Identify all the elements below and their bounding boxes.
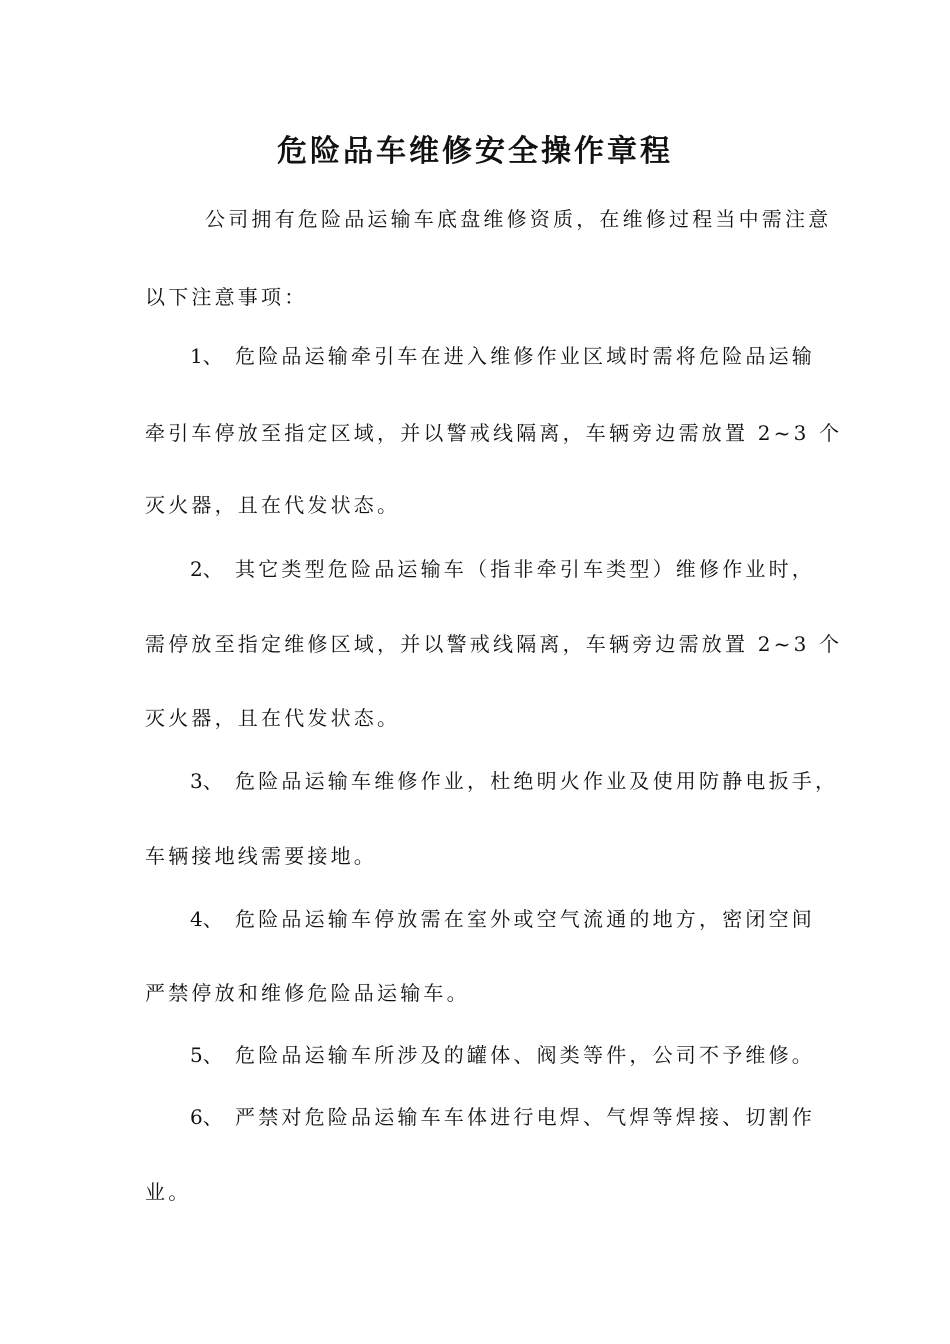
intro-line-1: 公司拥有危险品运输车底盘维修资质，在维修过程当中需注意 <box>205 207 832 231</box>
item-1-text-1: 危险品运输牵引车在进入维修作业区域时需将危险品运输 <box>235 344 815 368</box>
item-5-number: 5、 <box>190 1043 223 1067</box>
intro-line-2: 以下注意事项： <box>145 285 308 309</box>
item-1-number: 1、 <box>190 344 223 368</box>
document-title: 危险品车维修安全操作章程 <box>277 134 673 169</box>
item-1-text-3: 灭火器，且在代发状态。 <box>145 493 401 517</box>
item-4-text-2: 严禁停放和维修危险品运输车。 <box>145 981 470 1005</box>
item-3-number: 3、 <box>190 769 223 793</box>
item-2-text-1: 其它类型危险品运输车（指非牵引车类型）维修作业时， <box>235 557 815 581</box>
item-3-text-1: 危险品运输车维修作业，杜绝明火作业及使用防静电扳手， <box>235 769 839 793</box>
item-6-text-1: 严禁对危险品运输车车体进行电焊、气焊等焊接、切割作 <box>235 1105 815 1129</box>
item-5-first-line <box>190 1040 815 1070</box>
item-3-first-line <box>190 766 838 796</box>
item-4-number: 4、 <box>190 907 223 931</box>
item-6-first-line <box>190 1102 815 1132</box>
item-1-first-line <box>190 341 815 371</box>
item-6-number: 6、 <box>190 1105 223 1129</box>
item-2-text-3: 灭火器，且在代发状态。 <box>145 706 401 730</box>
item-4-first-line <box>190 904 815 934</box>
item-5-text-1: 危险品运输车所涉及的罐体、阀类等件，公司不予维修。 <box>235 1043 815 1067</box>
item-6-text-2: 业。 <box>145 1180 192 1204</box>
item-2-number: 2、 <box>190 557 223 581</box>
item-2-first-line <box>190 554 815 584</box>
item-4-text-1: 危险品运输车停放需在室外或空气流通的地方，密闭空间 <box>235 907 815 931</box>
item-3-text-2: 车辆接地线需要接地。 <box>145 844 377 868</box>
item-2-text-2: 需停放至指定维修区域，并以警戒线隔离，车辆旁边需放置 2~3 个 <box>145 632 843 656</box>
item-1-text-2: 牵引车停放至指定区域，并以警戒线隔离，车辆旁边需放置 2~3 个 <box>145 421 843 445</box>
